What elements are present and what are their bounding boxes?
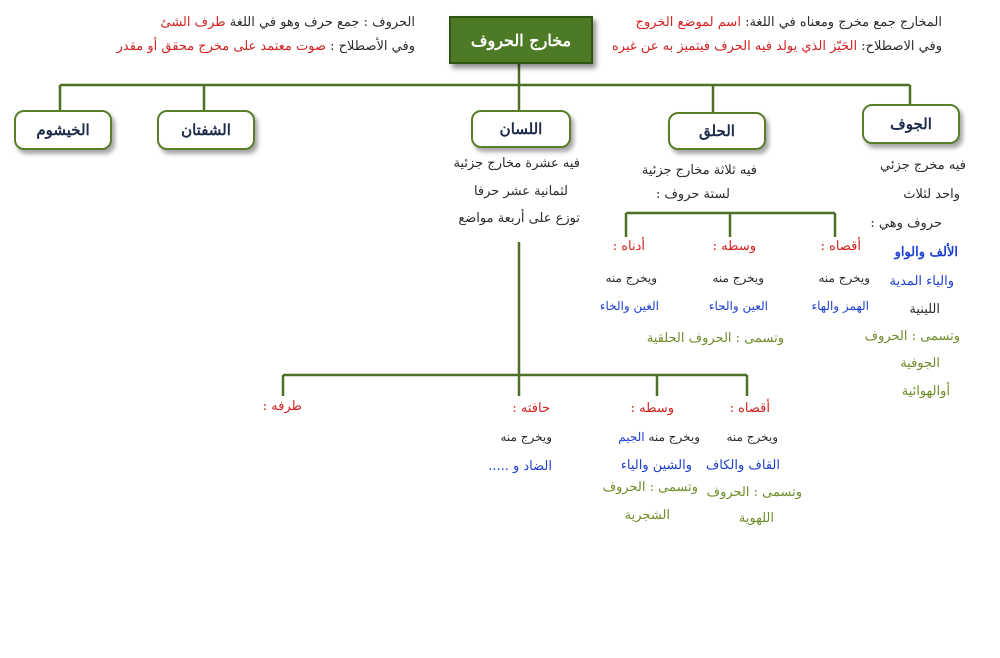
lisan-aqsa-exit: ويخرج منه [726,430,778,444]
definition-istilah-value: الحَيّز الذي يولد فيه الحرف فيتميز به عن غيره [611,39,858,54]
definition-makharij-text: المخارج جمع مخرج ومعناه في اللغة: [740,15,942,30]
halq-aqsa-label: أقصاه : [820,239,861,254]
halq-line1: فيه ثلاثة مخارج جزئية [641,163,757,178]
halq-wasat-letters: العين والحاء [708,299,768,313]
jawf-name1: وتسمى : الحروف [864,329,960,344]
lisan-aqsa-name2: اللهوية [738,511,774,526]
branch-khayshum [14,110,112,150]
halq-aqsa-letters: الهمز والهاء [811,299,869,313]
lisan-line3: توزع على أربعة مواضع [458,211,580,226]
definition-makharij [636,16,942,29]
lisan-aqsa-name1: وتسمى : الحروف [706,485,802,500]
jawf-line1: فيه مخرج جزئي [880,158,966,173]
halq-wasat-exit: ويخرج منه [712,271,764,285]
lisan-line2: لثمانية عشر حرفا [473,184,568,199]
lisan-hafa-letters: الضاد و ..... [488,459,552,474]
lisan-wasat-exit-letter: الجيم [618,430,645,444]
jawf-name3: أوالهوائية [901,384,950,399]
lisan-hafa-label: حافته : [512,401,550,416]
lisan-aqsa-label: أقصاه : [729,401,770,416]
definition-huruf-value: طرف الشئ [160,15,226,30]
lisan-taraf-label: طرفه : [262,399,302,414]
halq-adna-exit: ويخرج منه [605,271,657,285]
lisan-wasat-label: وسطه : [630,401,674,416]
jawf-name2: الجوفية [900,356,940,371]
lisan-wasat-exit [618,431,700,443]
definition-huruf-istilah [117,40,415,53]
branch-lisan-label: اللسان [499,120,543,138]
jawf-line3: حروف وهي : [870,216,942,231]
definition-huruf-text: الحروف : جمع حرف وهو في اللغة [225,15,415,30]
halq-aqsa-exit: ويخرج منه [818,271,870,285]
halq-wasat-label: وسطه : [712,239,756,254]
halq-name: وتسمى : الحروف الحلقية [646,331,784,346]
lisan-wasat-letters: والشين والياء [620,458,692,473]
definition-makharij-istilah [612,40,942,53]
definition-huruf [160,16,415,29]
branch-halq-label: الحلق [699,122,735,140]
branch-halq [668,112,766,150]
branch-jawf-label: الجوف [890,115,932,133]
lisan-wasat-name2: الشجرية [624,508,670,523]
lisan-wasat-exit-text: ويخرج منه [644,430,700,444]
root-label: مخارج الحروف [470,30,572,50]
branch-lisan [471,110,571,148]
definition-istilah-text: وفي الاصطلاح: [857,39,942,54]
jawf-letters3: اللينية [909,302,940,317]
definition-huruf-istilah-value: صوت معتمد على مخرج محقق أو مقدر [116,39,327,54]
halq-adna-letters: الغين والخاء [599,299,659,313]
jawf-line2: واحد لثلاث [903,187,960,202]
halq-adna-label: أدناه : [612,239,645,254]
jawf-letters2: والياء المدية [889,274,954,289]
lisan-aqsa-letters: القاف والكاف [705,458,780,473]
branch-shafatan-label: الشفتان [181,121,231,139]
definition-huruf-istilah-text: وفي الأصطلاح : [326,39,415,54]
branch-shafatan [157,110,255,150]
root-node [449,16,593,64]
lisan-hafa-exit: ويخرج منه [500,430,552,444]
definition-makharij-value: اسم لموضع الخروج [635,15,741,30]
branch-jawf [862,104,960,144]
jawf-letters1: الألف والواو [894,245,958,260]
lisan-line1: فيه عشرة مخارج جزئية [453,156,580,171]
lisan-wasat-name1: وتسمى : الحروف [602,480,698,495]
halq-line2: لستة حروف : [655,187,730,202]
branch-khayshum-label: الخيشوم [36,121,90,139]
